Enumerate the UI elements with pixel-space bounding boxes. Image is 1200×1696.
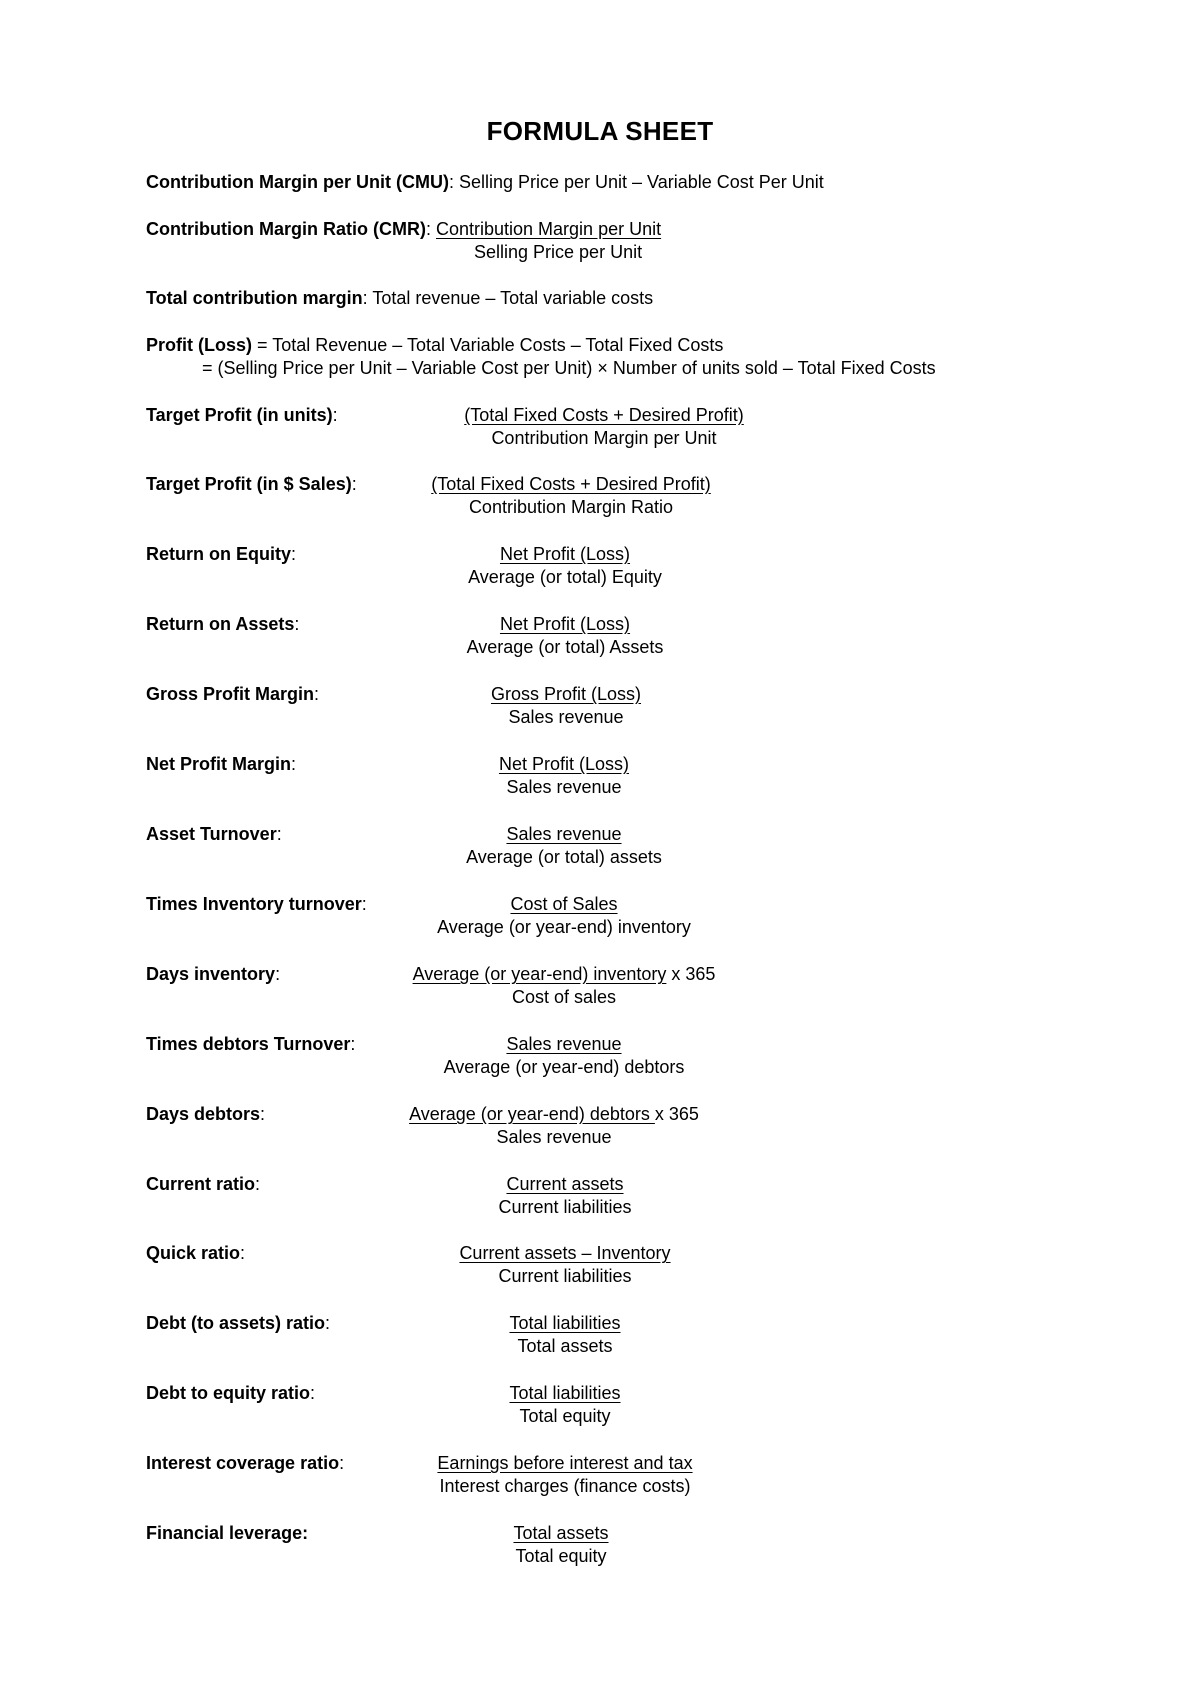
formula-fraction (264, 753, 864, 799)
formula-numerator-line (264, 893, 864, 916)
formula-label-separator: : (276, 824, 282, 844)
formula-label-text: Asset Turnover (146, 824, 277, 844)
cmu-entry (146, 171, 824, 194)
formula-denominator: Total equity (515, 1546, 607, 1566)
formula-label (146, 1173, 260, 1196)
formula-numerator-line (265, 613, 865, 636)
formula-numerator: Cost of Sales (510, 894, 618, 914)
formula-numerator-line (265, 1312, 865, 1335)
formula-numerator: Net Profit (Loss) (499, 544, 631, 564)
formula-fraction (254, 1103, 854, 1149)
formula-numerator: Sales revenue (506, 824, 622, 844)
formula-numerator: Net Profit (Loss) (499, 614, 631, 634)
formula-numerator-line (264, 753, 864, 776)
formula-denominator: Average (or total) Equity (468, 567, 662, 587)
formula-label (146, 1103, 265, 1126)
formula-label-separator: : (260, 1104, 266, 1124)
formula-fraction (264, 963, 864, 1009)
formula-numerator-line (265, 1173, 865, 1196)
formula-numerator: Average (or year-end) inventory (412, 964, 667, 984)
tcm-formula: Total revenue – Total variable costs (367, 288, 654, 308)
formula-label-separator: : (275, 964, 281, 984)
formula-denominator: Average (or year-end) debtors (443, 1057, 685, 1077)
formula-numerator-line (271, 473, 871, 496)
formula-denominator: Contribution Margin Ratio (468, 497, 674, 517)
formula-numerator: (Total Fixed Costs + Desired Profit) (464, 405, 744, 425)
cmr-separator: : (425, 219, 431, 239)
formula-fraction (266, 683, 866, 729)
formula-numerator-line (264, 1033, 864, 1056)
page-title: FORMULA SHEET (486, 116, 714, 146)
formula-label-separator: : (255, 1174, 261, 1194)
formula-label-text: Gross Profit Margin (146, 684, 315, 704)
formula-numerator-line (265, 1382, 865, 1405)
formula-numerator-line (264, 823, 864, 846)
formula-label-text: Quick ratio (146, 1243, 241, 1263)
formula-label-separator: : (240, 1243, 246, 1263)
formula-denominator: Average (or total) assets (466, 847, 662, 867)
formula-numerator: Total assets (513, 1523, 609, 1543)
formula-label-separator: : (350, 1034, 356, 1054)
formula-numerator-line (265, 543, 865, 566)
formula-label-separator: : (310, 1383, 316, 1403)
profit-label: Profit (Loss) (146, 335, 252, 355)
formula-fraction (264, 893, 864, 939)
formula-denominator: Contribution Margin per Unit (491, 428, 717, 448)
formula-label (146, 823, 282, 846)
formula-denominator: Cost of sales (511, 987, 617, 1007)
formula-label-separator: : (291, 544, 297, 564)
formula-label (146, 1242, 245, 1265)
formula-label-text: Interest coverage ratio (146, 1453, 340, 1473)
cmu-label: Contribution Margin per Unit (CMU) (146, 172, 449, 192)
formula-label-text: Days inventory (146, 964, 276, 984)
formula-label-text: Debt to equity ratio (146, 1383, 311, 1403)
formula-label-separator: : (332, 405, 338, 425)
formula-fraction (264, 823, 864, 869)
formula-denominator: Current liabilities (498, 1266, 632, 1286)
formula-multiplier: x 365 (654, 1104, 699, 1124)
formula-fraction (265, 1452, 865, 1498)
formula-fraction (264, 1033, 864, 1079)
formula-label-separator: : (325, 1313, 331, 1333)
profit-formula-line2: = (Selling Price per Unit – Variable Cost per Unit) × Number of units sold – Total Fixed Costs (202, 358, 936, 378)
cmr-numerator: Contribution Margin per Unit (435, 219, 662, 239)
formula-numerator: Average (or year-end) debtors (409, 1104, 655, 1124)
tcm-entry (146, 287, 653, 310)
formula-label-separator: : (294, 614, 300, 634)
formula-denominator: Sales revenue (496, 1127, 612, 1147)
cmr-entry (146, 218, 661, 241)
formula-label-separator: : (314, 684, 320, 704)
formula-label-text: Times debtors Turnover (146, 1034, 351, 1054)
formula-numerator-line (265, 1452, 865, 1475)
formula-numerator: Total liabilities (509, 1313, 621, 1333)
formula-numerator-line (261, 1522, 861, 1545)
formula-label-separator: : (291, 754, 297, 774)
formula-label-text: Financial leverage: (146, 1523, 309, 1543)
formula-numerator: Current assets – Inventory (459, 1243, 671, 1263)
formula-denominator: Current liabilities (498, 1197, 632, 1217)
formula-fraction (265, 1382, 865, 1428)
formula-fraction (265, 543, 865, 589)
formula-fraction (265, 1312, 865, 1358)
formula-label-separator: : (361, 894, 367, 914)
formula-numerator: Gross Profit (Loss) (490, 684, 642, 704)
formula-numerator-line (304, 404, 904, 427)
formula-fraction (304, 404, 904, 450)
formula-denominator: Average (or year-end) inventory (437, 917, 691, 937)
cmu-formula: Selling Price per Unit – Variable Cost Per Unit (453, 172, 824, 192)
formula-fraction (265, 1173, 865, 1219)
cmu-separator: : (448, 172, 454, 192)
formula-label-text: Times Inventory turnover (146, 894, 362, 914)
formula-label-text: Return on Equity (146, 544, 291, 564)
formula-denominator: Interest charges (finance costs) (439, 1476, 691, 1496)
formula-label-text: Debt (to assets) ratio (146, 1313, 326, 1333)
formula-numerator: Current assets (506, 1174, 624, 1194)
tcm-separator: : (362, 288, 368, 308)
profit-entry (146, 334, 723, 357)
formula-multiplier: x 365 (666, 964, 716, 984)
formula-numerator: (Total Fixed Costs + Desired Profit) (431, 474, 711, 494)
formula-numerator-line (265, 1242, 865, 1265)
formula-label-text: Current ratio (146, 1174, 256, 1194)
formula-fraction (271, 473, 871, 519)
formula-numerator: Earnings before interest and tax (437, 1453, 693, 1473)
formula-label-text: Target Profit (in $ Sales) (146, 474, 352, 494)
formula-fraction (265, 613, 865, 659)
formula-denominator: Sales revenue (506, 777, 622, 797)
formula-label-text: Net Profit Margin (146, 754, 292, 774)
cmr-label: Contribution Margin Ratio (CMR) (146, 219, 426, 239)
formula-label-separator: : (351, 474, 357, 494)
formula-denominator: Total equity (519, 1406, 611, 1426)
formula-label-text: Days debtors (146, 1104, 261, 1124)
formula-fraction (261, 1522, 861, 1568)
formula-numerator: Net Profit (Loss) (498, 754, 630, 774)
formula-denominator: Average (or total) Assets (466, 637, 664, 657)
formula-numerator-line (254, 1103, 854, 1126)
formula-label (146, 963, 280, 986)
formula-numerator: Total liabilities (509, 1383, 621, 1403)
formula-label-separator: : (339, 1453, 345, 1473)
formula-label-text: Return on Assets (146, 614, 295, 634)
formula-numerator: Sales revenue (506, 1034, 622, 1054)
formula-numerator-line (266, 683, 866, 706)
profit-formula: = Total Revenue – Total Variable Costs – Total Fixed Costs (252, 335, 724, 355)
formula-label-text: Target Profit (in units) (146, 405, 333, 425)
formula-denominator: Total assets (517, 1336, 613, 1356)
formula-fraction (265, 1242, 865, 1288)
cmr-denominator: Selling Price per Unit (474, 242, 643, 262)
formula-denominator: Sales revenue (508, 707, 624, 727)
formula-numerator-line (264, 963, 864, 986)
tcm-label: Total contribution margin (146, 288, 363, 308)
